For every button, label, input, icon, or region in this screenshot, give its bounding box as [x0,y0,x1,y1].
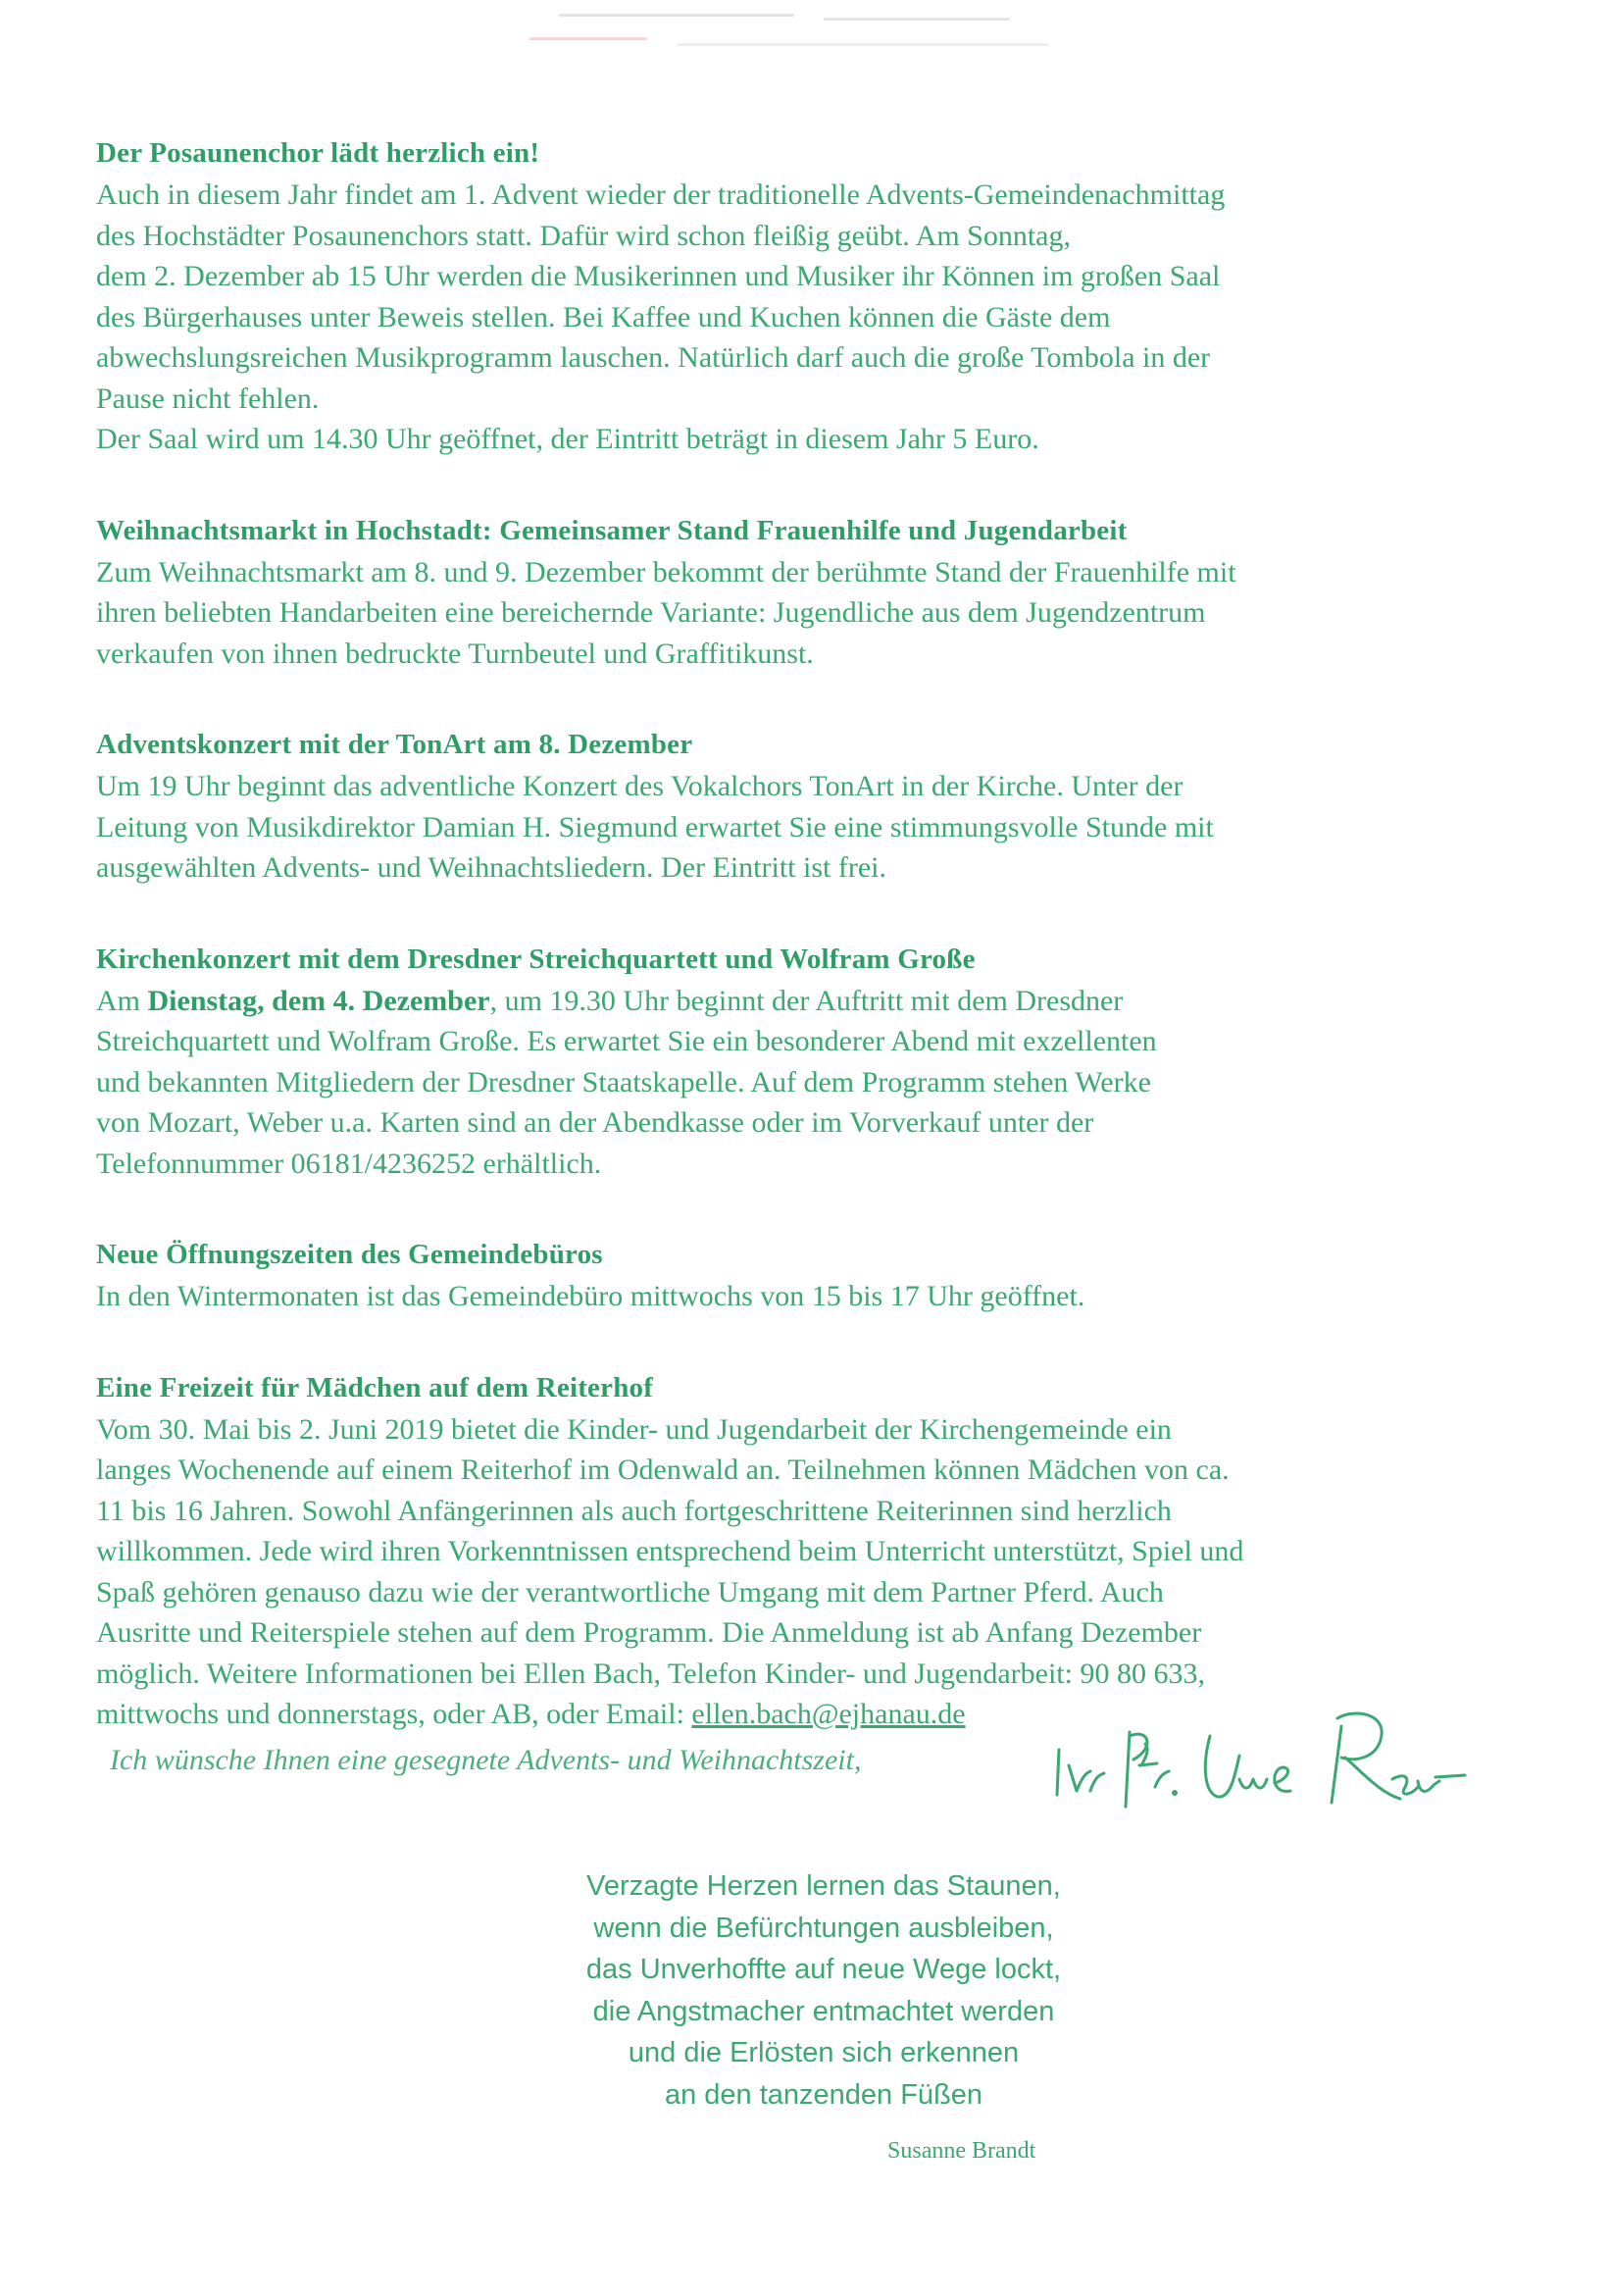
section-heading: Kirchenkonzert mit dem Dresdner Streichquartett und Wolfram Große [96,943,976,975]
poem [490,1865,1157,2116]
poem-line: wenn die Befürchtungen ausbleiben, [593,1912,1054,1944]
poem-line: an den tanzenden Füßen [664,2078,983,2111]
poem-line: die Angstmacher entmachtet werden [592,1995,1055,2027]
section-body: Zum Weihnachtsmarkt am 8. und 9. Dezember bekommt der berühmte Stand der Frauenhilfe mit ihren beliebten Handarbeiten eine bereichernde Variante: Jugendliche aus dem Jugendzentrum verkaufen von ihnen bedruckte Turnbeutel und Graffitikunst. [96,555,1236,670]
poem-line: Verzagte Herzen lernen das Staunen, [586,1870,1061,1902]
section-heading: Eine Freizeit für Mädchen auf dem Reiterhof [96,1371,654,1403]
section-heading: Der Posaunenchor lädt herzlich ein! [96,137,540,169]
section-body: Auch in diesem Jahr findet am 1. Advent wieder der traditionelle Advents-Gemeindenachmittag des Hochstädter Posaunenchors statt. Dafür wird schon fleißig geübt. Am Sonntag, dem 2. Dezember ab 15 Uhr werden die Musikerinnen und Musiker ihr Können im großen Saal des Bürgerhauses unter Beweis stellen. Bei Kaffee und Kuchen können die Gäste dem abwechslungsreichen Musikprogramm lauschen. Natürlich darf auch die große Tombola in der Pause nicht fehlen. Der Saal wird um 14.30 Uhr geöffnet, der Eintritt beträgt in diesem Jahr 5 Euro. [96,179,1226,455]
section-weihnachtsmarkt [96,509,1528,675]
section-heading: Weihnachtsmarkt in Hochstadt: Gemeinsamer Stand Frauenhilfe und Jugendarbeit [96,514,1128,546]
section-adventskonzert [96,723,1528,889]
newsletter-content [96,131,1528,1784]
section-posaunenchor [96,131,1528,460]
section-reiterhof [96,1366,1528,1735]
poem-line: das Unverhoffte auf neue Wege lockt, [585,1954,1062,1985]
poem-author: Susanne Brandt [887,2138,1036,2164]
scan-artifact [529,0,1079,59]
section-body: In den Wintermonaten ist das Gemeindebüro mittwochs von 15 bis 17 Uhr geöffnet. [96,1280,1085,1312]
section-body: Vom 30. Mai bis 2. Juni 2019 bietet die Kinder- und Jugendarbeit der Kirchengemeinde ein langes Wochenende auf einem Reiterhof im Odenwald an. Teilnehmen können Mädchen von ca. 11 bis 16 Jahren. Sowohl Anfängerinnen als auch fortgeschrittene Reiterinnen sind herzlich willkommen. Jede wird ihren Vorkenntnissen entsprechend beim Unterricht unterstützt, Spiel und Spaß gehören genauso dazu wie der verantwortliche Umgang mit dem Partner Pferd. Auch Ausritte und Reiterspiele stehen auf dem Programm. Die Anmeldung ist ab Anfang Dezember möglich. Weitere Informationen bei Ellen Bach, Telefon Kinder- und Jugendarbeit: 90 80 633, mittwochs und donnerstags, oder AB, oder Email: ellen.bach@ejhanau.de [96,1412,1244,1730]
closing-greeting: Ich wünsche Ihnen eine gesegnete Advents- und Weihnachtszeit, [110,1744,862,1776]
section-heading: Adventskonzert mit der TonArt am 8. Dezember [96,729,693,760]
section-oeffnungszeiten [96,1233,1528,1317]
section-heading: Neue Öffnungszeiten des Gemeindebüros [96,1239,603,1270]
concert-date: Dienstag, dem 4. Dezember [147,984,490,1017]
poem-line: und die Erlösten sich erkennen [628,2037,1020,2068]
section-body: Um 19 Uhr beginnt das adventliche Konzert des Vokalchors TonArt in der Kirche. Unter der Leitung von Musikdirektor Damian H. Siegmund erwartet Sie eine stimmungsvolle Stunde mit ausgewählten Advents- und Weihnachtsliedern. Der Eintritt ist frei. [96,770,1214,884]
section-body: Am Dienstag, dem 4. Dezember, um 19.30 Uhr beginnt der Auftritt mit dem Dresdner Streichquartett und Wolfram Große. Es erwartet Sie ein besonderer Abend mit exzellenten und bekannten Mitgliedern der Dresdner Staatskapelle. Auf dem Programm stehen Werke von Mozart, Weber u.a. Karten sind an der Abendkasse oder im Vorverkauf unter der Telefonnummer 06181/4236252 erhältlich. [96,984,1157,1180]
email-link[interactable]: ellen.bach@ejhanau.de [691,1698,966,1730]
handwritten-signature [1047,1697,1469,1814]
section-kirchenkonzert [96,938,1528,1185]
signature [1047,1697,1469,1814]
